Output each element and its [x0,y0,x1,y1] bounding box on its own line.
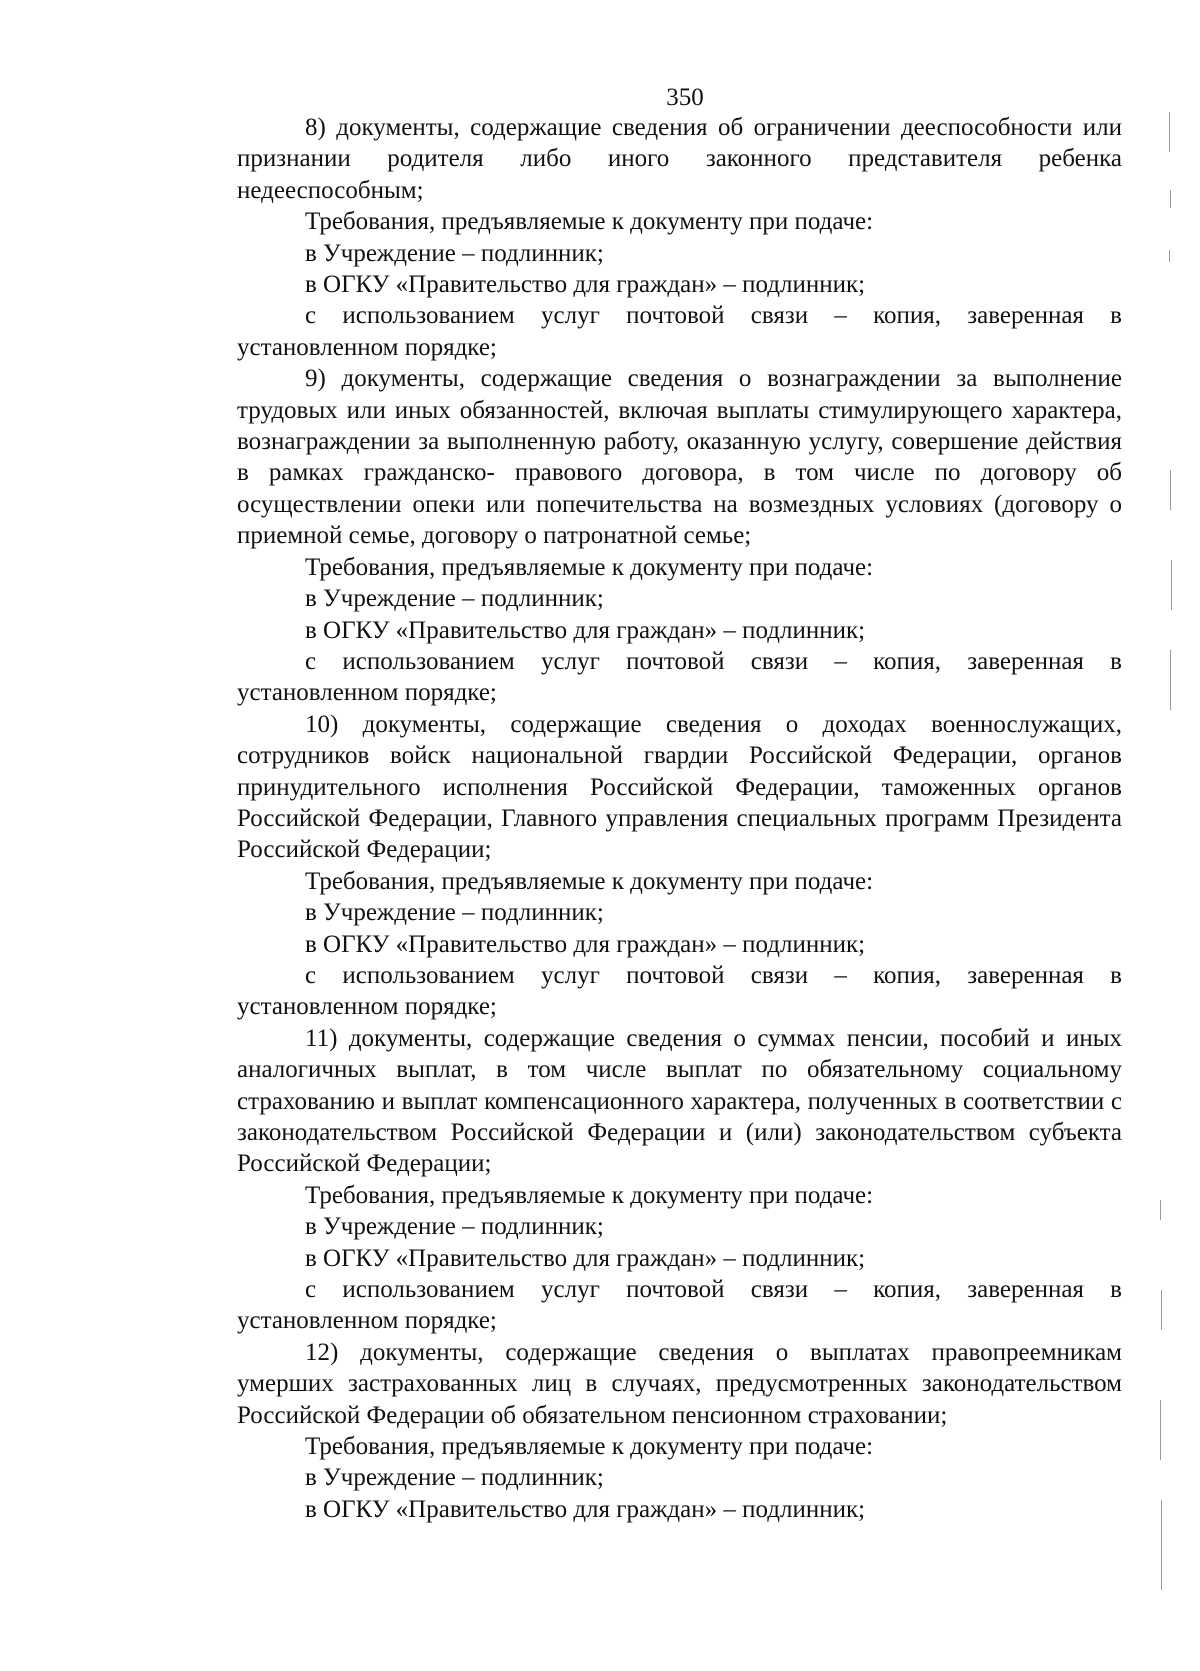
document-body [237,112,1122,1525]
requirement-ogku: в ОГКУ «Правительство для граждан» – подлинник; [305,271,866,299]
requirement-institution: в Учреждение – подлинник; [305,1464,604,1492]
requirements-heading: Требования, предъявляемые к документу при подаче: [305,1433,874,1461]
requirement-ogku: в ОГКУ «Правительство для граждан» – подлинник; [305,930,866,958]
requirement-institution: в Учреждение – подлинник; [305,899,604,927]
requirements-heading: Требования, предъявляемые к документу при подаче: [305,208,874,236]
scan-artifact [1160,1200,1161,1220]
requirement-institution: в Учреждение – подлинник; [305,239,604,267]
requirement-ogku: в ОГКУ «Правительство для граждан» – подлинник; [305,1495,866,1523]
scan-artifact [1170,650,1171,710]
requirement-postal: с использованием услуг почтовой связи – копия, заверенная в установленном порядке; [237,1276,1122,1335]
scan-artifact [1169,250,1170,262]
scan-artifact [1161,1290,1162,1330]
scan-artifact [1170,470,1171,510]
requirements-heading: Требования, предъявляемые к документу при подаче: [305,867,874,895]
scan-artifact [1169,112,1170,152]
requirement-institution: в Учреждение – подлинник; [305,1213,604,1241]
paragraph-item-12: 12) документы, содержащие сведения о выплатах правопреемникам умерших застрахованных лиц в случаях, предусмотренных законодательством Российской Федерации об обязательном пенсионном страховании; [237,1338,1122,1429]
requirements-heading: Требования, предъявляемые к документу при подаче: [305,553,874,581]
scan-artifact [1170,190,1171,208]
paragraph-item-9: 9) документы, содержащие сведения о вознаграждении за выполнение трудовых или иных обязанностей, включая выплаты стимулирующего характера, вознаграждении за выполненную работу, оказанную услугу, совершение действия в рамках гражданско- правового договора, в том числе по договору об осуществлении опеки или попечительства на возмездных условиях (договору о приемной семье, договору о патронатной семье; [237,365,1122,550]
requirement-ogku: в ОГКУ «Правительство для граждан» – подлинник; [305,616,866,644]
requirement-postal: с использованием услуг почтовой связи – копия, заверенная в установленном порядке; [237,961,1122,1021]
scan-artifact [1171,560,1172,610]
scan-artifact [1161,1500,1162,1590]
scan-artifact [1160,1400,1161,1460]
requirement-postal: с использованием услуг почтовой связи – копия, заверенная в установленном порядке; [237,302,1122,361]
page-number: 350 [666,84,704,111]
requirement-ogku: в ОГКУ «Правительство для граждан» – подлинник; [305,1244,866,1272]
requirement-postal: с использованием услуг почтовой связи – копия, заверенная в установленном порядке; [237,647,1122,707]
paragraph-item-11: 11) документы, содержащие сведения о суммах пенсии, пособий и иных аналогичных выплат, в том числе выплат по обязательному социальному страхованию и выплат компенсационного характера, полученных в соответствии с законодательством Российской Федерации и (или) законодательством субъекта Российской Федерации; [237,1024,1122,1178]
requirements-heading: Требования, предъявляемые к документу при подаче: [305,1181,874,1209]
requirement-institution: в Учреждение – подлинник; [305,585,604,613]
paragraph-item-8: 8) документы, содержащие сведения об ограничении дееспособности или признании родителя либо иного законного представителя ребенка недееспособным; [237,114,1122,204]
paragraph-item-10: 10) документы, содержащие сведения о доходах военнослужащих, сотрудников войск национальной гвардии Российской Федерации, органов принудительного исполнения Российской Федерации, таможенных органов Российской Федерации, Главного управления специальных программ Президента Российской Федерации; [237,710,1122,864]
